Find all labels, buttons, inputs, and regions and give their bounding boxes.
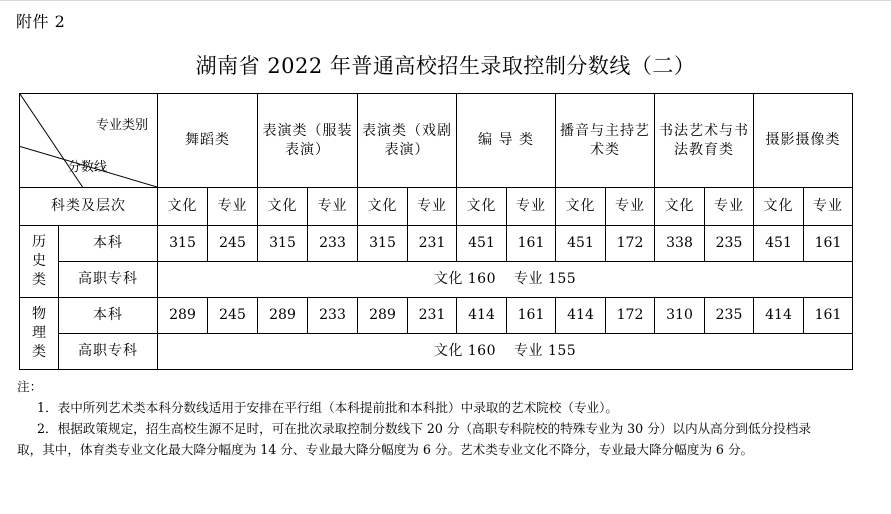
sub-header-major: 专业: [606, 188, 655, 226]
category-header-dance: 舞蹈类: [158, 94, 258, 188]
notes-section: [17, 376, 855, 460]
score-cell: 451: [457, 226, 507, 262]
level-label-undergrad: 本科: [59, 226, 158, 262]
sub-header-culture: 文化: [258, 188, 308, 226]
sub-header-major: 专业: [208, 188, 258, 226]
score-cell: 233: [308, 298, 358, 334]
vocational-score-merged-cell: [158, 262, 853, 298]
category-header-calligraphy: 书法艺术与书法教育类: [655, 94, 754, 188]
sub-header-major: 专业: [507, 188, 556, 226]
vocational-score-merged-cell: [158, 334, 853, 370]
sub-header-major: 专业: [804, 188, 853, 226]
sub-header-culture: 文化: [556, 188, 606, 226]
score-cell: 451: [754, 226, 804, 262]
notes-label: 注：: [17, 379, 43, 394]
group-label-history: 历史类: [20, 226, 59, 298]
table-row-history-vocational: [20, 262, 853, 298]
score-table: [19, 93, 853, 370]
score-cell: 338: [655, 226, 705, 262]
corner-header-cell: [20, 94, 158, 188]
sub-header-culture: 文化: [358, 188, 408, 226]
corner-label-subject-level: 科类及层次: [20, 188, 158, 226]
score-cell: 161: [804, 226, 853, 262]
level-label-undergrad: 本科: [59, 298, 158, 334]
score-cell: 414: [457, 298, 507, 334]
corner-label-major-category: 专业类别: [96, 118, 149, 133]
vocational-culture-score: 文化 160: [433, 343, 496, 360]
sub-header-culture: 文化: [655, 188, 705, 226]
table-row-history-undergrad: [20, 226, 853, 262]
level-label-vocational: 高职专科: [59, 334, 158, 370]
page-title: 湖南省 2022 年普通高校招生录取控制分数线（二）: [195, 54, 696, 78]
level-label-vocational: 高职专科: [59, 262, 158, 298]
score-cell: 172: [606, 298, 655, 334]
group-label-physics: 物理类: [20, 298, 59, 370]
table-row-physics-vocational: [20, 334, 853, 370]
sub-header-major: 专业: [408, 188, 457, 226]
category-header-fashion-performance: 表演类（服装表演）: [258, 94, 358, 188]
corner-label-score-line: 分数线: [68, 160, 108, 175]
score-cell: 310: [655, 298, 705, 334]
score-cell: 414: [754, 298, 804, 334]
category-header-drama-performance: 表演类（戏剧表演）: [358, 94, 457, 188]
vocational-major-score: 专业 155: [514, 343, 577, 360]
score-cell: 233: [308, 226, 358, 262]
category-header-directing: 编 导 类: [457, 94, 556, 188]
score-cell: 161: [804, 298, 853, 334]
score-cell: 235: [705, 298, 754, 334]
note-item-1: 1．表中所列艺术类本科分数线适用于安排在平行组（本科提前批和本科批）中录取的艺术院校（专业）。: [37, 400, 619, 415]
sub-header-culture: 文化: [457, 188, 507, 226]
score-cell: 451: [556, 226, 606, 262]
vocational-major-score: 专业 155: [514, 271, 577, 288]
score-cell: 161: [507, 226, 556, 262]
sub-header-culture: 文化: [754, 188, 804, 226]
vocational-culture-score: 文化 160: [433, 271, 496, 288]
score-cell: 245: [208, 298, 258, 334]
score-cell: 289: [258, 298, 308, 334]
top-border-line: [0, 0, 891, 1]
table-row-physics-undergrad: [20, 298, 853, 334]
score-cell: 315: [258, 226, 308, 262]
score-cell: 315: [158, 226, 208, 262]
note-item-2-line-2: 取，其中，体育类专业文化最大降分幅度为 14 分、专业最大降分幅度为 6 分。艺术类专业文化不降分，专业最大降分幅度为 6 分。: [17, 442, 754, 457]
category-header-photography: 摄影摄像类: [754, 94, 853, 188]
score-cell: 315: [358, 226, 408, 262]
sub-header-culture: 文化: [158, 188, 208, 226]
score-cell: 289: [158, 298, 208, 334]
score-cell: 231: [408, 298, 457, 334]
score-cell: 245: [208, 226, 258, 262]
score-cell: 289: [358, 298, 408, 334]
category-header-broadcasting: 播音与主持艺术类: [556, 94, 655, 188]
score-cell: 231: [408, 226, 457, 262]
score-cell: 161: [507, 298, 556, 334]
note-item-2-line-1: 2．根据政策规定，招生高校生源不足时，可在批次录取控制分数线下 20 分（高职专科院校的特殊专业为 30 分）以内从高分到低分投档录: [37, 421, 811, 436]
attachment-label: 附件 2: [16, 12, 66, 31]
sub-header-major: 专业: [308, 188, 358, 226]
score-cell: 414: [556, 298, 606, 334]
sub-header-major: 专业: [705, 188, 754, 226]
score-cell: 172: [606, 226, 655, 262]
score-cell: 235: [705, 226, 754, 262]
